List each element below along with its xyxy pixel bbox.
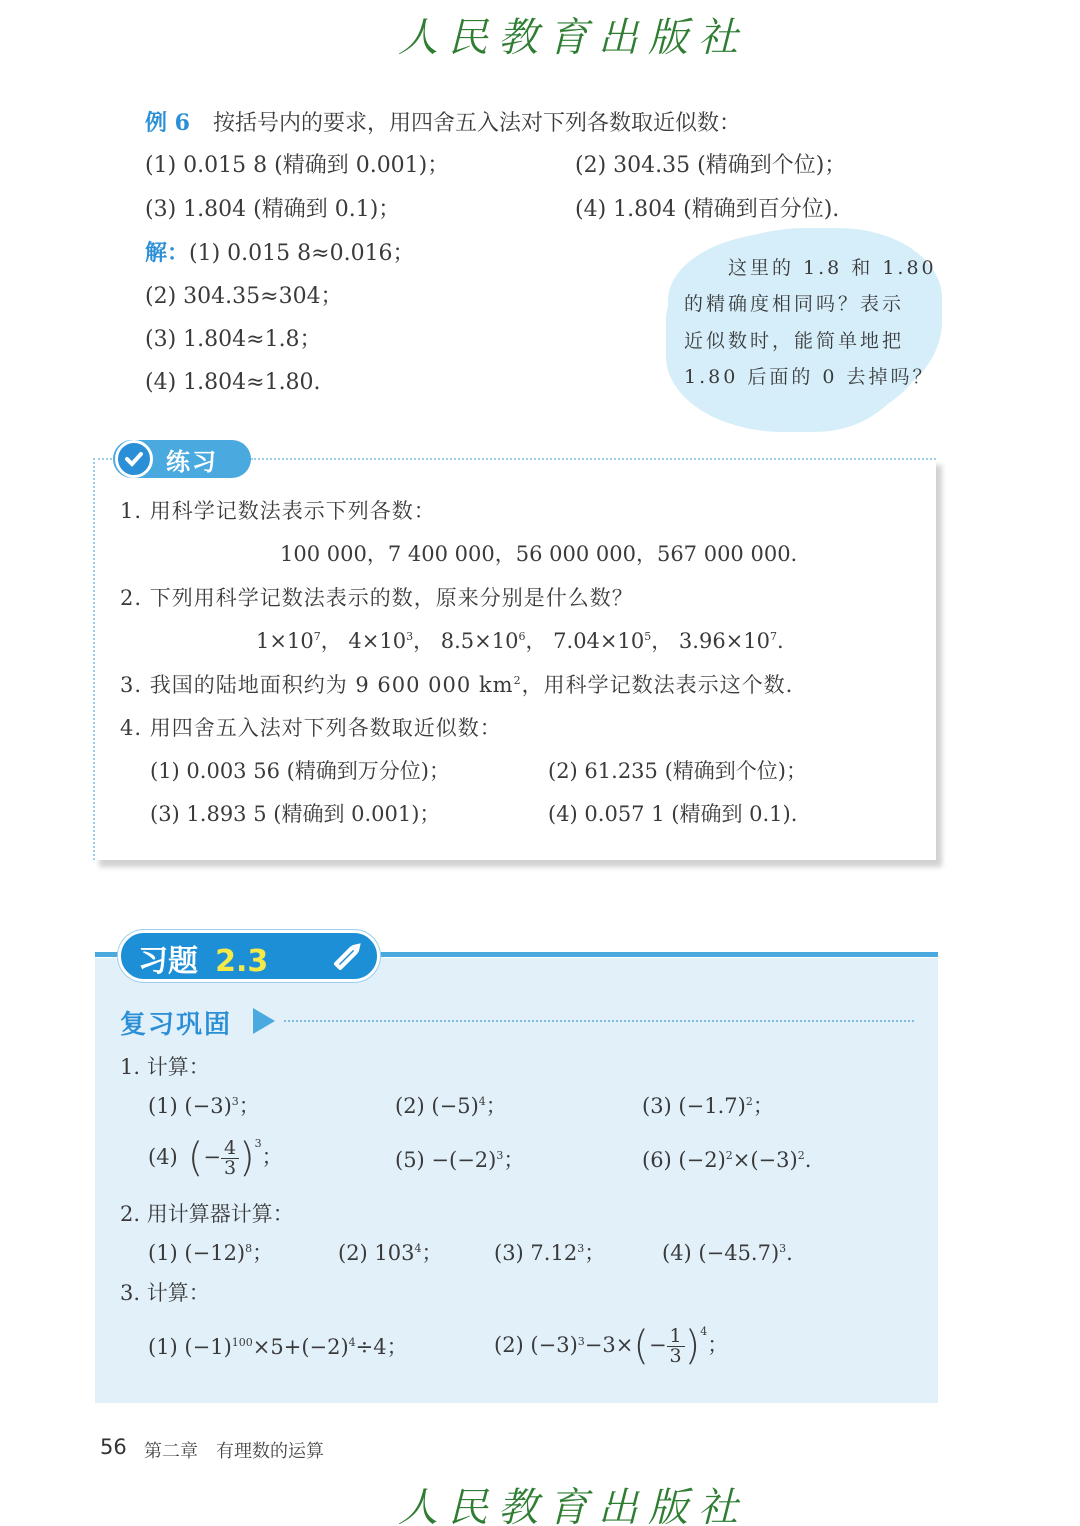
publisher-watermark-bottom: 人民教育出版社 [398,1485,748,1526]
page-number: 56 [100,1435,127,1459]
example-item-3: (3) 1.804 (精确到 0.1)； [145,197,401,222]
problem-3-item-2: (2) (−3) $^3$ −3× ( − $\frac{1}{3}$ ) $^4$ ； [494,1323,729,1369]
sci-value-1: $1\times 10^7$， [256,629,342,653]
problem-2-item-3: (3) 7.12$^3$； [494,1241,606,1265]
review-dotted-rule [284,1020,914,1022]
publisher-watermark-top: 人民教育出版社 [398,15,748,61]
practice-check-icon [115,440,153,478]
example-item-4: (4) 1.804 (精确到百分位). [575,197,840,222]
problem-3-label: 3. 计算： [120,1281,210,1305]
thought-bubble-text [684,250,937,396]
problem-3-item-1: (1) $(-1)^{100}\times 5+(-2)^4\div 4$； [148,1335,408,1359]
pencil-icon [326,934,370,978]
practice-q3: 3. 我国的陆地面积约为 9 600 000 $km^2$，用科学记数法表示这个数. [120,673,794,697]
problem-1-label: 1. 计算： [120,1055,210,1079]
fraction-1-3: $\frac{1}{3}$ [667,1327,685,1366]
exercise-number: 2.3 [215,944,269,979]
sci-value-2: $4\times 10^3$， [348,629,435,653]
bubble-line-1: 这里的 1.8 和 1.80 [728,257,937,279]
solution-3: (3) 1.804≈1.8； [145,327,322,352]
problem-1-item-1: (1) $(-3)^3$； [148,1094,260,1118]
solution-2: (2) 304.35≈304； [145,284,343,309]
practice-title: 练习 [166,448,218,476]
problem-2-item-4: (4) $(-45.7)^3$. [662,1241,793,1265]
practice-q2-values [256,629,784,654]
review-arrow-icon [253,1008,275,1034]
fraction-4-3: $\frac{4}{3}$ [221,1139,239,1178]
exercise-title: 习题 [138,944,198,979]
problem-2-label: 2. 用计算器计算： [120,1202,294,1226]
problem-2-item-2: (2) $103^4$； [338,1241,443,1265]
bubble-line-3: 近似数时，能简单地把 [684,329,905,352]
problem-1-item-6: (6) $(-2)^2\times(-3)^2$. [642,1148,812,1172]
problem-2-item-1: (1) $(-12)^8$； [148,1241,274,1265]
bubble-line-4: 1.80 后面的 0 去掉吗？ [684,366,935,389]
practice-top-rule [251,458,936,460]
example-heading [145,110,741,137]
problem-1-item-5: $(5) -(-2)^3$； [395,1148,525,1172]
solution-4: (4) 1.804≈1.80. [145,370,321,395]
practice-q4-item-4: (4) 0.057 1 (精确到 0.1). [548,802,798,826]
problem-1-item-4: (4) ( − $\frac{4}{3}$ ) $^3$ ； [148,1135,283,1181]
chapter-title: 第二章 有理数的运算 [144,1441,324,1462]
bubble-line-2: 的精确度相同吗？表示 [684,293,905,316]
review-section-title: 复习巩固 [120,1010,233,1040]
example-item-2: (2) 304.35 (精确到个位)； [575,153,847,178]
solution-1: (1) 0.015 8≈0.016； [189,241,415,266]
practice-q2: 2. 下列用科学记数法表示的数，原来分别是什么数？ [120,586,634,610]
solution-line-1 [145,240,415,267]
example-prompt: 按括号内的要求，用四舍五入法对下列各数取近似数： [212,111,741,136]
solution-label: 解： [145,240,190,266]
sci-value-3: $8.5\times 10^6$， [440,629,547,653]
example-item-1: (1) 0.015 8 (精确到 0.001)； [145,153,450,178]
practice-q4: 4. 用四舍五入法对下列各数取近似数： [120,716,502,740]
example-label: 例 6 [145,110,190,136]
practice-q1-numbers: 100 000，7 400 000，56 000 000，567 000 000. [280,542,798,566]
sci-value-4: $7.04\times 10^5$， [553,629,673,653]
practice-q4-item-2: (2) 61.235 (精确到个位)； [548,759,807,783]
problem-1-item-2: (2) $(-5)^4$； [395,1094,507,1118]
exercise-heading [138,936,268,980]
sci-value-5: $3.96\times 10^7$. [678,629,784,653]
problem-1-item-3: (3) $(-1.7)^2$； [642,1094,774,1118]
practice-q1: 1. 用科学记数法表示下列各数： [120,499,436,523]
practice-q4-item-1: (1) 0.003 56 (精确到万分位)； [150,759,450,783]
practice-q4-item-3: (3) 1.893 5 (精确到 0.001)； [150,802,441,826]
